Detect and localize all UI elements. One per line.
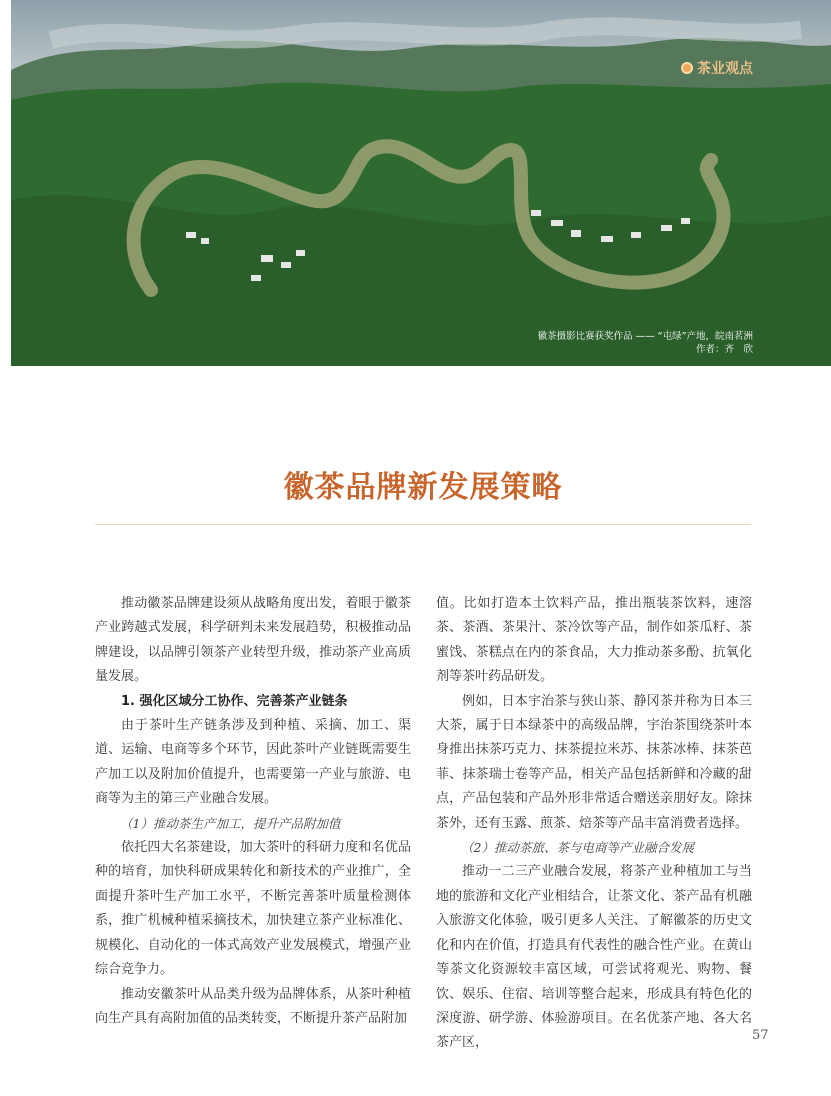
caption-author: 作者：齐 欣 <box>695 344 753 355</box>
landscape-illustration <box>11 0 831 366</box>
paragraph: 值。比如打造本土饮料产品，推出瓶装茶饮料，速溶茶、茶酒、茶果汁、茶冷饮等产品，制作如茶瓜籽、茶蜜饯、茶糕点在内的茶食品，大力推动茶多酚、抗氧化剂等茶叶药品研发。 <box>436 596 752 685</box>
photo-caption <box>538 330 753 356</box>
left-column <box>95 592 411 1031</box>
caption-line: 徽茶摄影比赛获奖作品 —— “屯绿”产地，皖南茗洲 <box>537 331 753 342</box>
paragraph: 推动安徽茶叶从品类升级为品牌体系，从茶叶种植向生产具有高附加值的品类转变，不断提升茶产品附加 <box>95 986 411 1026</box>
paragraph: 依托四大名茶建设，加大茶叶的科研力度和名优品种的培育，加快科研成果转化和新技术的产业推广，全面提升茶叶生产加工水平，不断完善茶叶质量检测体系，推广机械种植采摘技术，加快建立茶产业标准化、规模化、自动化的一体式高效产业发展模式，增强产业综合竞争力。 <box>95 840 411 978</box>
section-heading: 1. 强化区域分工协作、完善茶产业链条 <box>121 693 348 709</box>
subsection-heading: （2）推动茶旅、茶与电商等产业融合发展 <box>461 840 694 856</box>
right-column <box>436 592 752 1056</box>
paragraph: 推动徽茶品牌建设须从战略角度出发，着眼于徽茶产业跨越式发展，科学研判未来发展趋势，积极推动品牌建设，以品牌引领茶产业转型升级，推动茶产业高质量发展。 <box>95 596 411 685</box>
tea-leaf-icon <box>681 62 693 74</box>
title-divider <box>95 524 751 525</box>
hero-photo <box>11 0 831 366</box>
paragraph: 推动一二三产业融合发展，将茶产业种植加工与当地的旅游和文化产业相结合，让茶文化、茶产品有机融入旅游文化体验，吸引更多人关注、了解徽茶的历史文化和内在价值，打造具有代表性的融合性产业。在黄山等茶文化资源较丰富区域，可尝试将观光、购物、餐饮、娱乐、住宿、培训等整合起来，形成具有特色化的深度游、研学游、体验游项目。在名优茶产地、各大名茶产区， <box>436 864 752 1051</box>
page-number: 57 <box>752 1028 769 1043</box>
section-tag-label: 茶业观点 <box>697 61 753 77</box>
subsection-heading: （1）推动茶生产加工，提升产品附加值 <box>120 815 341 831</box>
article-title: 徽茶品牌新发展策略 <box>283 470 563 505</box>
paragraph: 由于茶叶生产链条涉及到种植、采摘、加工、渠道、运输、电商等多个环节，因此茶叶产业链既需要生产加工以及附加价值提升，也需要第一产业与旅游、电商等为主的第三产业融合发展。 <box>95 718 411 807</box>
section-tag <box>681 58 753 78</box>
paragraph: 例如，日本宇治茶与狭山茶、静冈茶并称为日本三大茶，属于日本绿茶中的高级品牌，宇治茶围绕茶叶本身推出抹茶巧克力、抹茶提拉米苏、抹茶冰棒、抹茶芭菲、抹茶瑞士卷等产品，相关产品包括新鲜和冷藏的甜点，产品包装和产品外形非常适合赠送亲朋好友。除抹茶外，还有玉露、煎茶、焙茶等产品丰富消费者选择。 <box>436 693 752 831</box>
